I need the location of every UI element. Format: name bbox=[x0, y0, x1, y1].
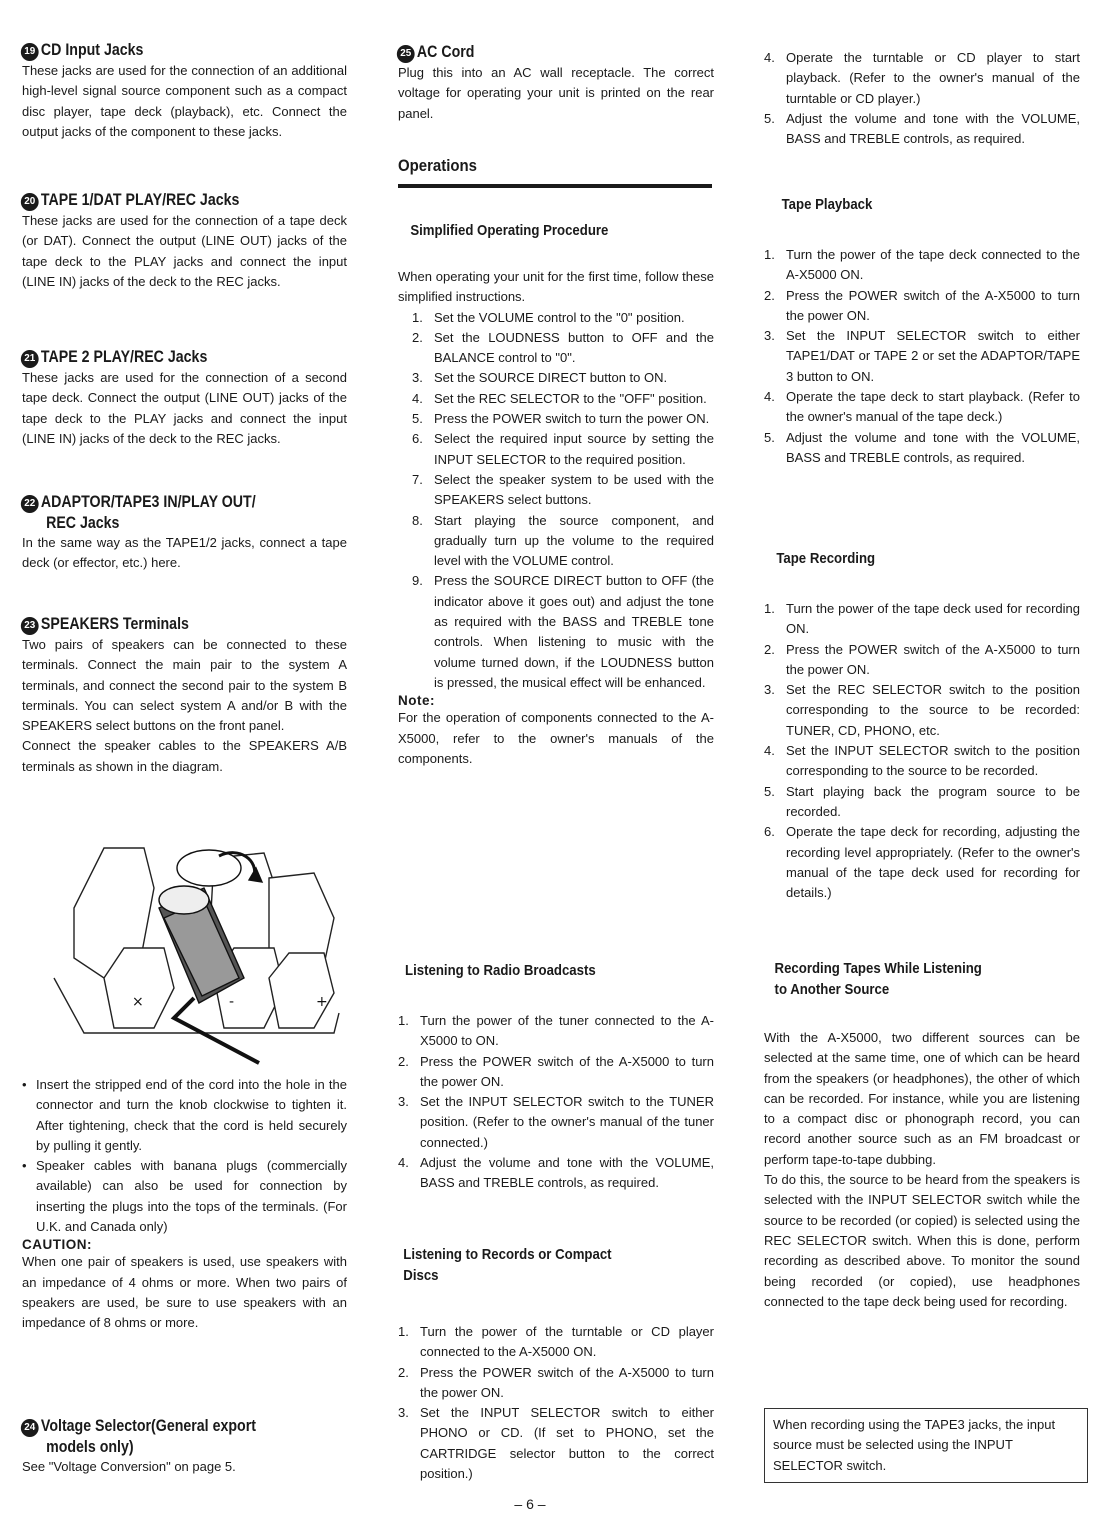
step-number: 4. bbox=[764, 743, 775, 759]
item-number-badge: 20 bbox=[21, 193, 39, 211]
item-number-badge: 22 bbox=[21, 495, 39, 513]
heading-recording-while-listening: Recording Tapes While Listening bbox=[774, 960, 982, 977]
step-text: Turn the power of the turntable or CD player connected to the A-X5000 ON. bbox=[420, 1324, 714, 1360]
page-number: – 6 – bbox=[514, 1496, 546, 1512]
list-item bbox=[412, 470, 714, 511]
list-item bbox=[764, 326, 1080, 387]
step-number: 7. bbox=[412, 471, 423, 487]
heading-cd-input-jacks: 19 CD Input Jacks bbox=[22, 40, 302, 61]
list-item bbox=[412, 511, 714, 572]
step-text: Select the required input source by setting the INPUT SELECTOR to the required position. bbox=[434, 431, 714, 467]
operations-rule bbox=[398, 184, 712, 188]
step-text: Set the SOURCE DIRECT button to ON. bbox=[434, 370, 668, 386]
speakers-diagram-text: Connect the speaker cables to the SPEAKERS A/B terminals as shown in the diagram. bbox=[22, 738, 347, 774]
step-number: 8. bbox=[412, 512, 423, 528]
list-item bbox=[398, 1011, 714, 1052]
radio-steps bbox=[398, 1011, 714, 1194]
step-number: 1. bbox=[764, 247, 775, 262]
step-number: 3. bbox=[412, 370, 423, 386]
step-number: 5. bbox=[764, 783, 775, 799]
caution-heading: CAUTION: bbox=[22, 1237, 92, 1253]
step-text: Press the POWER switch to turn the power ON. bbox=[434, 411, 710, 427]
step-text: Press the POWER switch of the A-X5000 to turn the power ON. bbox=[786, 287, 1080, 323]
step-number: 4. bbox=[764, 389, 775, 405]
plus-sign: + bbox=[316, 994, 328, 1010]
step-number: 3. bbox=[764, 682, 775, 698]
list-item bbox=[398, 1322, 714, 1363]
heading-adaptor-jacks: 22 ADAPTOR/TAPE3 IN/PLAY OUT/ bbox=[22, 492, 302, 513]
step-text: Turn the power of the tape deck used for recording ON. bbox=[786, 601, 1080, 637]
knob-top bbox=[159, 886, 209, 914]
list-item bbox=[412, 571, 714, 693]
heading-adaptor-jacks-line2: REC Jacks bbox=[46, 514, 120, 532]
list-item bbox=[764, 640, 1080, 681]
section-radio bbox=[398, 960, 714, 1194]
section-tape2-jacks bbox=[22, 347, 347, 449]
step-number: 1. bbox=[398, 1013, 409, 1028]
step-number: 5. bbox=[764, 429, 775, 445]
section-tape-playback bbox=[764, 194, 1080, 468]
section-ac-cord bbox=[398, 42, 714, 124]
tape2-jacks-text: These jacks are used for the connection of a second tape deck. Connect the output (LINE OUT) jacks of the tape deck to the PLAY jacks and connect the input (LINE IN) jacks of the deck to the REC jacks. bbox=[22, 370, 347, 446]
list-item bbox=[764, 822, 1080, 903]
item-number-badge: 23 bbox=[21, 617, 39, 635]
list-item bbox=[764, 245, 1080, 286]
bullet-item: • Insert the stripped end of the cord into the hole in the connector and turn the knob clockwise to tighten it. After tightening, check that the cord is held securely by pulling it gently. bbox=[22, 1077, 347, 1153]
heading-records: Listening to Records or Compact bbox=[403, 1246, 612, 1263]
dash-sign: - bbox=[229, 994, 235, 1010]
list-item bbox=[398, 1403, 714, 1484]
list-item: 5. Adjust the volume and tone with the VOLUME, BASS and TREBLE controls, as required. bbox=[764, 110, 1080, 147]
list-item bbox=[412, 409, 714, 429]
minus-sign: × bbox=[132, 994, 144, 1010]
item-number-badge: 19 bbox=[21, 43, 39, 61]
step-number: 2. bbox=[398, 1364, 409, 1380]
heading-tape-recording: Tape Recording bbox=[776, 550, 876, 567]
list-item bbox=[412, 308, 714, 328]
step-number: 2. bbox=[764, 641, 775, 657]
step-number: 2. bbox=[764, 287, 775, 303]
caution-text: When one pair of speakers is used, use speakers with an impedance of 4 ohms or more. When two pairs of speakers are used, be sure to use speakers with an impedance of 8 ohms or more. bbox=[22, 1254, 347, 1331]
section-tape-recording bbox=[764, 548, 1080, 903]
section-simplified-procedure bbox=[398, 220, 714, 769]
note-text: For the operation of components connected to the A-X5000, refer to the owner's manuals of the components. bbox=[398, 710, 714, 766]
step-text: Set the REC SELECTOR switch to the position corresponding to the source to be recorded: TUNER, CD, PHONO, etc. bbox=[786, 682, 1080, 738]
playback-steps bbox=[764, 245, 1080, 468]
speakers-text: Two pairs of speakers can be connected to these terminals. Connect the main pair to the system A terminals, and connect the second pair to the system B terminals. You can select system A and/or B with the SPEAKERS select buttons on the front panel. bbox=[22, 637, 347, 734]
step-text: Adjust the volume and tone with the VOLUME, BASS and TREBLE controls, as required. bbox=[420, 1155, 714, 1191]
section-records bbox=[398, 1244, 714, 1484]
heading-tape2-jacks: 21 TAPE 2 PLAY/REC Jacks bbox=[22, 347, 302, 368]
section-adaptor-jacks bbox=[22, 492, 347, 574]
step-text: Press the POWER switch of the A-X5000 to turn the power ON. bbox=[420, 1364, 714, 1400]
step-number: 3. bbox=[398, 1405, 409, 1421]
records-continued bbox=[764, 48, 1080, 149]
step-number: 9. bbox=[412, 573, 423, 589]
heading-tape1-jacks: 20 TAPE 1/DAT PLAY/REC Jacks bbox=[22, 190, 302, 211]
voltage-text: See "Voltage Conversion" on page 5. bbox=[22, 1459, 236, 1474]
step-number: 6. bbox=[412, 431, 423, 447]
step-number: 4. bbox=[412, 390, 423, 406]
section-recording-while-listening bbox=[764, 958, 1080, 1312]
section-tape1-jacks bbox=[22, 190, 347, 292]
step-text: Set the VOLUME control to the "0" position. bbox=[434, 309, 685, 325]
section-voltage-selector bbox=[22, 1416, 347, 1477]
item-number-badge: 24 bbox=[21, 1419, 39, 1437]
heading-records-line2: Discs bbox=[403, 1267, 439, 1284]
step-number: 1. bbox=[412, 309, 423, 325]
bullet-item: • Speaker cables with banana plugs (commercially available) can also be used for connection by inserting the plugs into the tops of the terminals. (For U.K. and Canada only) bbox=[22, 1158, 347, 1235]
step-text: Set the LOUDNESS button to OFF and the BALANCE control to "0". bbox=[434, 329, 714, 366]
step-text: Operate the tape deck to start playback. (Refer to the owner's manual of the tape deck.) bbox=[786, 389, 1080, 425]
list-item bbox=[398, 1052, 714, 1093]
list-item bbox=[764, 680, 1080, 741]
step-text: Start playing back the program source to be recorded. bbox=[786, 783, 1080, 819]
step-number: 4. bbox=[398, 1155, 409, 1171]
step-number: 3. bbox=[398, 1094, 409, 1110]
heading-speakers-terminals: 23 SPEAKERS Terminals bbox=[22, 614, 302, 635]
step-text: Press the POWER switch of the A-X5000 to turn the power ON. bbox=[786, 641, 1080, 677]
step-number: 2. bbox=[412, 329, 423, 345]
while-text-1: With the A-X5000, two different sources can be selected at the same time, one of which can be heard from the speakers (or headphones), the other of which can be recorded. For instance, while you are listening to a compact disc or phonograph record, you can record another source such as an FM broadcast or perform tape-to-tape dubbing. bbox=[764, 1030, 1080, 1167]
list-item bbox=[398, 1092, 714, 1153]
list-item bbox=[764, 599, 1080, 640]
list-item bbox=[398, 1363, 714, 1404]
list-item bbox=[398, 1153, 714, 1194]
step-text: Operate the tape deck for recording, adjusting the recording level appropriately. (Refer to the owner's manual of the tape deck used for recording for details.) bbox=[786, 824, 1080, 901]
ac-cord-text: Plug this into an AC wall receptacle. The correct voltage for operating your unit is printed on the rear panel. bbox=[398, 65, 714, 121]
list-item bbox=[764, 428, 1080, 469]
step-text: Press the POWER switch of the A-X5000 to turn the power ON. bbox=[420, 1053, 714, 1089]
adaptor-jacks-text: In the same way as the TAPE1/2 jacks, connect a tape deck (or effector, etc.) here. bbox=[22, 535, 347, 571]
step-number: 5. bbox=[412, 411, 423, 427]
item-number-badge: 25 bbox=[397, 45, 415, 63]
simplified-steps bbox=[398, 308, 714, 694]
recording-steps bbox=[764, 599, 1080, 903]
list-item bbox=[412, 368, 714, 388]
list-item bbox=[764, 286, 1080, 327]
step-text: Set the INPUT SELECTOR switch to the TUNER position. (Refer to the owner's manual of the tuner connected.) bbox=[420, 1094, 714, 1150]
step-text: Start playing the source component, and gradually turn up the volume to the required level with the VOLUME control. bbox=[434, 512, 714, 569]
step-text: Turn the power of the tuner connected to the A-X5000 to ON. bbox=[420, 1013, 714, 1049]
tape1-jacks-text: These jacks are used for the connection of a tape deck (or DAT). Connect the output (LINE OUT) jacks of the tape deck to the PLAY jacks and connect the input (LINE IN) jacks of the deck to the REC jacks. bbox=[22, 213, 347, 289]
section-cd-input-jacks bbox=[22, 40, 347, 142]
heading-recording-while-listening-line2: to Another Source bbox=[774, 981, 890, 998]
list-item bbox=[412, 429, 714, 470]
heading-voltage-selector: 24 Voltage Selector(General export bbox=[22, 1416, 302, 1437]
while-text-2: To do this, the source to be heard from the speakers is selected with the INPUT SELECTOR switch while the source to be recorded (or copied) is selected using the REC SELECTOR switch. When this is done, perform recording as described above. To monitor the sound being recorded (or copied), use headphones connected to the tape deck being used for recording. bbox=[764, 1172, 1080, 1309]
speaker-bullets bbox=[22, 1075, 347, 1334]
speaker-terminal-diagram bbox=[44, 828, 344, 1068]
section-speakers-terminals bbox=[22, 614, 347, 777]
step-number: 6. bbox=[764, 824, 775, 840]
step-text: Set the INPUT SELECTOR switch to either PHONO or CD. (If set to PHONO, set the CARTRIDGE selector button to the correct position.) bbox=[420, 1405, 714, 1482]
item-number-badge: 21 bbox=[21, 350, 39, 368]
heading-ac-cord: 25 AC Cord bbox=[398, 42, 670, 63]
step-number: 1. bbox=[398, 1324, 409, 1339]
heading-voltage-selector-line2: models only) bbox=[46, 1438, 134, 1456]
step-text: Select the speaker system to be used with the SPEAKERS select buttons. bbox=[434, 471, 714, 508]
step-text: Set the REC SELECTOR to the "OFF" position. bbox=[434, 390, 707, 406]
note-heading: Note: bbox=[398, 693, 435, 709]
step-text: Press the SOURCE DIRECT button to OFF (the indicator above it goes out) and adjust the tone as required with the BASS and TREBLE tone controls. When listening to music with the volume turned down, if the LOUDNESS button is pressed, the musical effect will be enhanced. bbox=[434, 573, 714, 690]
heading-radio: Listening to Radio Broadcasts bbox=[405, 962, 596, 979]
step-number: 2. bbox=[398, 1053, 409, 1069]
cd-jacks-text: These jacks are used for the connection of an additional high-level signal source component such as a compact disc player, tape deck (playback), etc. Connect the output jacks of the component to these jacks. bbox=[22, 63, 347, 139]
heading-tape-playback: Tape Playback bbox=[781, 196, 873, 213]
list-item bbox=[764, 741, 1080, 782]
list-item bbox=[764, 387, 1080, 428]
list-item: 4. Operate the turntable or CD player to start playback. (Refer to the owner's manual of the turntable or CD player.) bbox=[764, 50, 1080, 106]
simplified-intro: When operating your unit for the first time, follow these simplified instructions. bbox=[398, 269, 714, 305]
step-number: 1. bbox=[764, 601, 775, 616]
step-text: Set the INPUT SELECTOR switch to the position corresponding to the source to be recorded. bbox=[786, 743, 1080, 779]
step-text: Turn the power of the tape deck connected to the A-X5000 ON. bbox=[786, 247, 1080, 283]
records-steps bbox=[398, 1322, 714, 1484]
tape3-note-box: When recording using the TAPE3 jacks, the input source must be selected using the INPUT SELECTOR switch. bbox=[764, 1408, 1088, 1483]
list-item bbox=[412, 389, 714, 409]
heading-simplified-procedure: Simplified Operating Procedure bbox=[410, 222, 609, 239]
step-text: Adjust the volume and tone with the VOLUME, BASS and TREBLE controls, as required. bbox=[786, 429, 1080, 465]
step-number: 3. bbox=[764, 328, 775, 344]
step-text: Set the INPUT SELECTOR switch to either TAPE1/DAT or TAPE 2 or set the ADAPTOR/TAPE 3 button to ON. bbox=[786, 328, 1080, 384]
operations-heading: Operations bbox=[398, 156, 477, 175]
list-item bbox=[412, 328, 714, 369]
list-item bbox=[764, 782, 1080, 823]
rotation-ring bbox=[177, 850, 241, 886]
